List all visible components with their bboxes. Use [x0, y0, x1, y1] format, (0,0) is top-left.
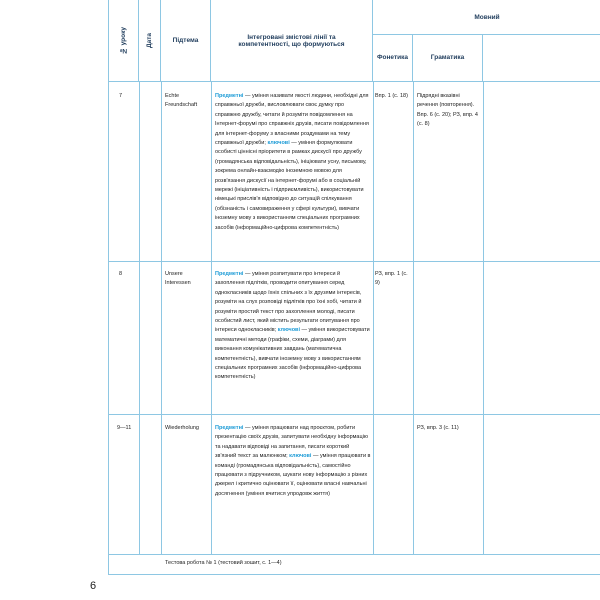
row-1-subject-keyword: Предметні	[215, 93, 244, 99]
row-3-key-keyword: ключові	[289, 453, 312, 460]
header-phonetics	[373, 34, 413, 82]
row-2-key-keyword: ключові	[277, 327, 300, 334]
row-1-grammar: Підрядні вказівні речення (повторення). Впр. 6 (с. 20); РЗ, впр. 4 (с. 8)	[417, 93, 478, 128]
row-1-subject-text: — уміння називати якості людини, необхідні для справжньої дружби, висловлювати своє думку про справжню дружбу, читати й розуміти повідомлення на Інтернет-форумі про справжніх друзів, писати повідомлення для інтернет-форуму з власними роздумами на тему справжньої дружби;	[215, 93, 369, 147]
row-3-subject-text: — уміння працювати над проєктом, робити презентацію своїх друзів, запитувати необхідну інформацію та надавати відповіді на запитання, писати короткий зв'язний текст за малюнком;	[215, 425, 368, 460]
row-1-number: 7	[119, 93, 123, 99]
row-1-key-text: — уміння формулювати особисті ціннісні пріоритети в рамках дискусії про дружбу (громадянська відповідальність), ініціювати усну, письмову, зокрема онлайн-взаємодію іноземною мовою для розв'язання дискусії на інтернет-форумі або в соціальній мережі (ініціативність і підприємливість), використовувати німецькі прислів'я відповідно до ситуацій спілкування (обізнаність і самовираження у сфері культури), вивчати іноземну мову з використанням спеціальних програмних засобів (інформаційно-цифрова компетентність)	[215, 140, 367, 231]
header-language-label: Мовний	[474, 13, 500, 21]
header-topic	[161, 0, 211, 82]
row-1-competences	[215, 92, 371, 233]
row-3-competences	[215, 424, 371, 499]
row-3-number: 9—11	[117, 425, 132, 431]
header-language	[373, 0, 600, 35]
row-2-key-text: — уміння використовувати математичні методи (графіки, схеми, діаграми) для виконання комунікативних завдань (математична компетентність), вивчати іноземну мову з використанням спеціальних програмних засобів (інформаційно-цифрова компетентність)	[215, 327, 370, 381]
header-extra	[483, 34, 600, 82]
header-competences-label: Інтегровані змістові лінії та компетентності, що формуються	[238, 33, 345, 48]
row-2-subject-text: — уміння розпитувати про інтереси й захоплення підлітків, проводити опитування серед однокласників щодо їхніх спільних з їх друзями інтересів, розуміти на слух розповіді підлітків про їхні хобі, читати й розуміти простий текст про захоплення молоді, писати особистий лист, який містить результати опитування про інтереси однокласників;	[215, 271, 362, 334]
row-1-topic: Echte Freundschaft	[165, 93, 198, 109]
row-2-subject-keyword: Предметні	[215, 271, 244, 277]
page-number: 6	[90, 580, 97, 592]
row-3-topic: Wiederholung	[165, 425, 199, 431]
header-competences	[211, 0, 373, 82]
test-row: Тестова робота № 1 (тестовий зошит, с. 1—4)	[165, 560, 282, 566]
header-date-label: Дата	[146, 32, 153, 49]
row-2-number: 8	[119, 271, 123, 277]
curriculum-table	[108, 0, 600, 575]
row-3-key-text: — уміння працювати в команді (громадянська відповідальність), самостійно працювати з підручником, шукати нову інформацію з різних джерел і критично оцінювати її, оцінювати власні навчальні досягнення (уміння вчитися упродовж життя)	[215, 453, 371, 497]
header-date	[139, 0, 161, 82]
header-topic-label: Підтема	[172, 37, 199, 44]
row-3-subject-keyword: Предметні	[215, 425, 244, 431]
header-grammar-label: Граматика	[430, 54, 465, 61]
row-2-competences	[215, 270, 371, 383]
row-2-topic: Unsere Interessen	[165, 271, 191, 287]
header-grammar	[413, 34, 483, 82]
header-lesson-no-label: № уроку	[120, 26, 127, 55]
row-2-phonetics: РЗ, впр. 1 (с. 9)	[375, 271, 408, 287]
header-lesson-no	[109, 0, 139, 82]
header-phonetics-label: Фонетика	[376, 54, 409, 61]
row-1-phonetics: Впр. 1 (с. 18)	[375, 93, 408, 99]
row-3-grammar: РЗ, впр. 3 (с. 11)	[417, 425, 459, 431]
row-1-key-keyword: ключові	[267, 140, 290, 147]
